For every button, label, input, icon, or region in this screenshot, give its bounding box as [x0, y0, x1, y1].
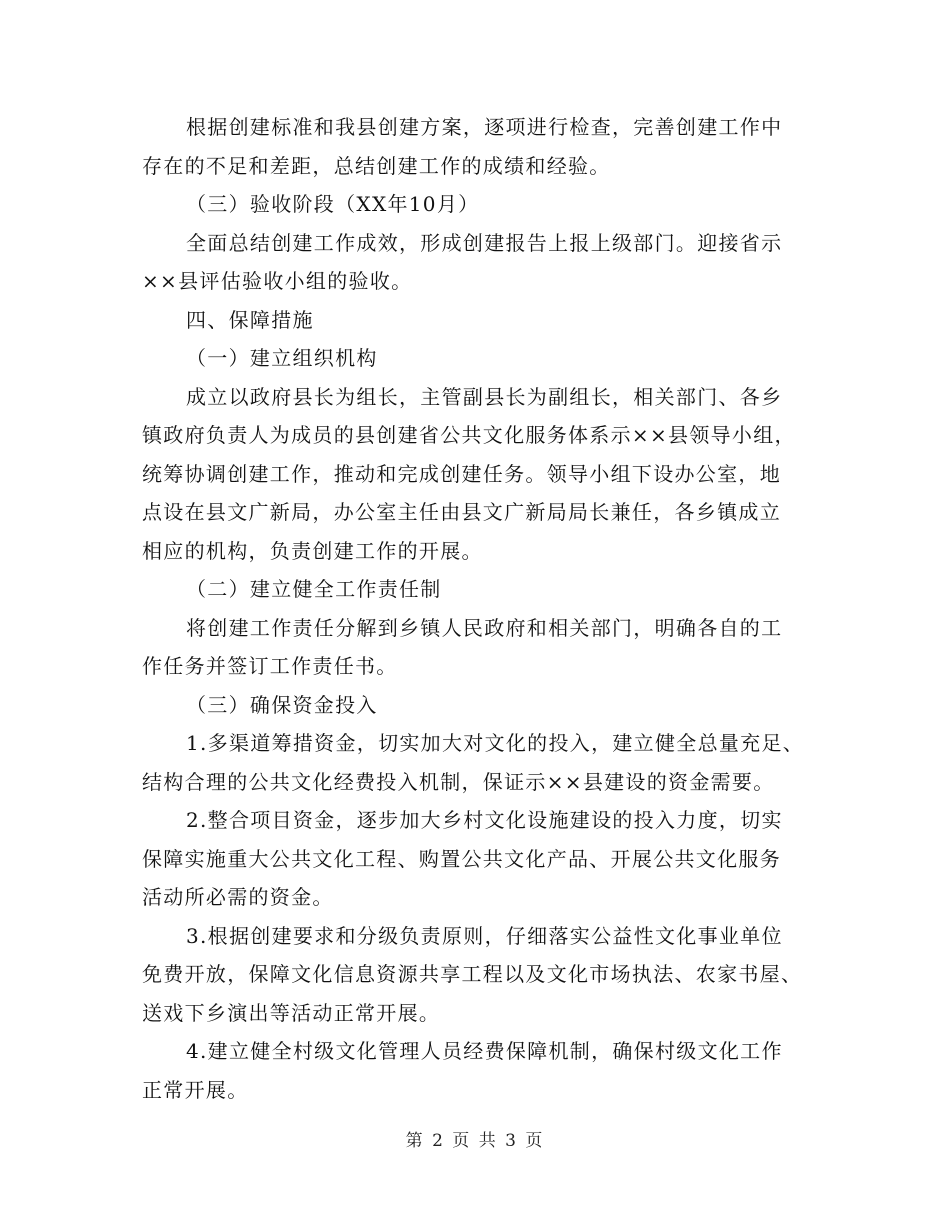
body-line: 统筹协调创建工作，推动和完成创建任务。领导小组下设办公室，地 — [142, 461, 781, 486]
section-heading: 四、保障措施 — [186, 307, 314, 332]
body-line: 将创建工作责任分解到乡镇人民政府和相关部门，明确各自的工 — [186, 615, 783, 640]
list-item-line: 2.整合项目资金，逐步加大乡村文化设施建设的投入力度，切实 — [186, 808, 783, 832]
list-item-line: 保障实施重大公共文化工程、购置公共文化产品、开展公共文化服务 — [142, 846, 781, 871]
body-line: 镇政府负责人为成员的县创建省公共文化服务体系示××县领导小组， — [142, 423, 796, 447]
body-line: 存在的不足和差距，总结创建工作的成绩和经验。 — [142, 153, 611, 178]
subsection-heading: （一）建立组织机构 — [186, 346, 378, 370]
body-line: 成立以政府县长为组长，主管副县长为副组长，相关部门、各乡 — [186, 384, 783, 409]
body-line: 根据创建标准和我县创建方案，逐项进行检查，完善创建工作中 — [186, 115, 783, 139]
list-item-line: 1.多渠道筹措资金，切实加大对文化的投入，建立健全总量充足、 — [186, 731, 805, 755]
list-item-line: 活动所必需的资金。 — [142, 885, 334, 909]
subsection-heading: （三）确保资金投入 — [186, 692, 378, 717]
list-item-line: 免费开放，保障文化信息资源共享工程以及文化市场执法、农家书屋、 — [142, 962, 803, 986]
body-line: ××县评估验收小组的验收。 — [142, 269, 413, 293]
body-line: 作任务并签订工作责任书。 — [142, 654, 398, 678]
list-item-line: 正常开展。 — [142, 1077, 249, 1102]
subsection-heading: （二）建立健全工作责任制 — [186, 577, 442, 601]
list-item-line: 3.根据创建要求和分级负责原则，仔细落实公益性文化事业单位 — [186, 923, 783, 948]
list-item-line: 4.建立健全村级文化管理人员经费保障机制，确保村级文化工作 — [186, 1039, 783, 1063]
section-heading: （三）验收阶段（XX年10月） — [186, 192, 480, 216]
list-item-line: 送戏下乡演出等活动正常开展。 — [142, 1000, 441, 1025]
body-line: 全面总结创建工作成效，形成创建报告上报上级部门。迎接省示 — [186, 230, 783, 255]
list-item-line: 结构合理的公共文化经费投入机制，保证示××县建设的资金需要。 — [142, 769, 775, 794]
body-line: 点设在县文广新局，办公室主任由县文广新局局长兼任，各乡镇成立 — [142, 500, 781, 524]
body-line: 相应的机构，负责创建工作的开展。 — [142, 538, 483, 563]
page-number-footer: 第 2 页 共 3 页 — [405, 1131, 545, 1151]
document-body — [142, 108, 812, 1109]
